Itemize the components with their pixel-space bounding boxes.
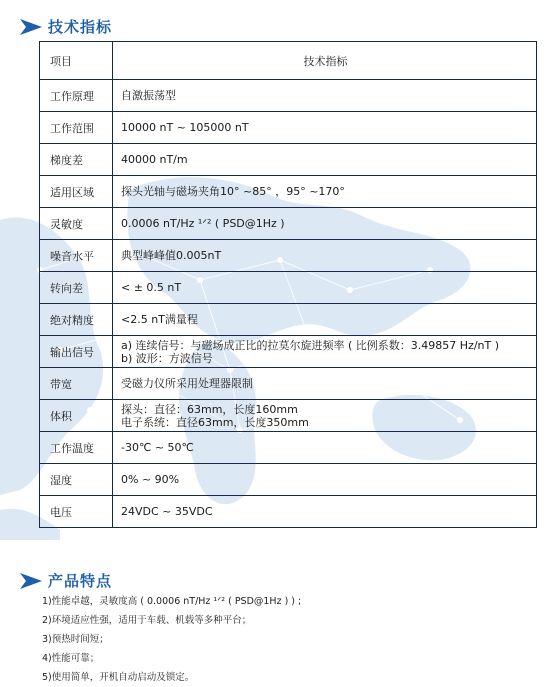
row-key: 工作温度 (40, 432, 113, 464)
row-value (113, 112, 537, 144)
row-value-line: 探头：直径：63mm，长度160mm (121, 402, 298, 416)
row-value-line: 10000 nT ~ 105000 nT (121, 121, 249, 134)
table-row (40, 336, 537, 368)
features-list (42, 592, 301, 687)
row-key: 工作原理 (40, 80, 113, 112)
table-row (40, 144, 537, 176)
row-key: 绝对精度 (40, 304, 113, 336)
row-value-line: 40000 nT/m (121, 153, 188, 166)
row-value-line: 24VDC ~ 35VDC (121, 505, 213, 518)
feature-item: 4)性能可靠； (42, 653, 100, 664)
row-value (113, 240, 537, 272)
arrow-icon (20, 19, 42, 35)
row-value-line: 0% ~ 90% (121, 473, 180, 486)
row-key: 灵敏度 (40, 208, 113, 240)
row-value-line: b) 波形：方波信号 (121, 351, 213, 365)
row-key: 湿度 (40, 464, 113, 496)
row-value-line: 受磁力仪所采用处理器限制 (121, 377, 253, 390)
row-value-line: a) 连续信号：与磁场成正比的拉莫尔旋进频率 ( 比例系数：3.49857 Hz/nT ) (121, 338, 500, 352)
row-value (113, 176, 537, 208)
row-value-line: 0.0006 nT/Hz ¹ᐟ² ( PSD@1Hz ) (121, 217, 285, 230)
feature-item: 5)使用简单，开机自动启动及锁定。 (42, 672, 195, 683)
feature-item: 1)性能卓越，灵敏度高 ( 0.0006 nT/Hz ¹ᐟ² ( PSD@1Hz ) ) ; (42, 596, 302, 607)
table-row (40, 464, 537, 496)
features-section-title: 产品特点 (48, 572, 113, 590)
table-row (40, 272, 537, 304)
row-value-line: 典型峰峰值0.005nT (121, 249, 222, 262)
row-value (113, 432, 537, 464)
arrow-icon (20, 573, 42, 589)
table-row (40, 112, 537, 144)
features-section-header (20, 570, 112, 591)
row-value-line: <2.5 nT满量程 (121, 313, 198, 326)
row-key: 适用区域 (40, 176, 113, 208)
row-key: 转向差 (40, 272, 113, 304)
row-key: 噪音水平 (40, 240, 113, 272)
row-value-line: 探头光轴与磁场夹角10° ~85° ，95° ~170° (121, 185, 345, 198)
table-row (40, 80, 537, 112)
row-key: 梯度差 (40, 144, 113, 176)
table-row (40, 208, 537, 240)
row-key: 电压 (40, 496, 113, 528)
table-row (40, 368, 537, 400)
row-value (113, 336, 537, 368)
row-value (113, 272, 537, 304)
feature-item: 2)环境适应性强，适用于车载、机载等多种平台； (42, 615, 252, 626)
table-row (40, 304, 537, 336)
spec-section-header (20, 16, 112, 37)
header-key: 项目 (40, 42, 113, 80)
table-row (40, 240, 537, 272)
table-row (40, 400, 537, 432)
row-value (113, 464, 537, 496)
row-value (113, 80, 537, 112)
table-header-row (40, 42, 537, 80)
row-value-line: < ± 0.5 nT (121, 281, 182, 294)
feature-item: 3)预热时间短； (42, 634, 109, 645)
spec-section-title: 技术指标 (48, 18, 113, 36)
row-value (113, 496, 537, 528)
row-key: 带宽 (40, 368, 113, 400)
spec-table (39, 41, 537, 528)
table-row (40, 496, 537, 528)
table-row (40, 176, 537, 208)
row-key: 输出信号 (40, 336, 113, 368)
row-value-line: 自激振荡型 (121, 89, 176, 102)
row-value (113, 144, 537, 176)
header-value: 技术指标 (113, 42, 537, 80)
row-value (113, 368, 537, 400)
row-value-line: -30℃ ~ 50℃ (121, 441, 194, 454)
row-key: 工作范围 (40, 112, 113, 144)
row-value (113, 304, 537, 336)
row-value (113, 208, 537, 240)
table-row (40, 432, 537, 464)
row-value (113, 400, 537, 432)
row-value-line: 电子系统：直径63mm，长度350mm (121, 415, 309, 429)
row-key: 体积 (40, 400, 113, 432)
